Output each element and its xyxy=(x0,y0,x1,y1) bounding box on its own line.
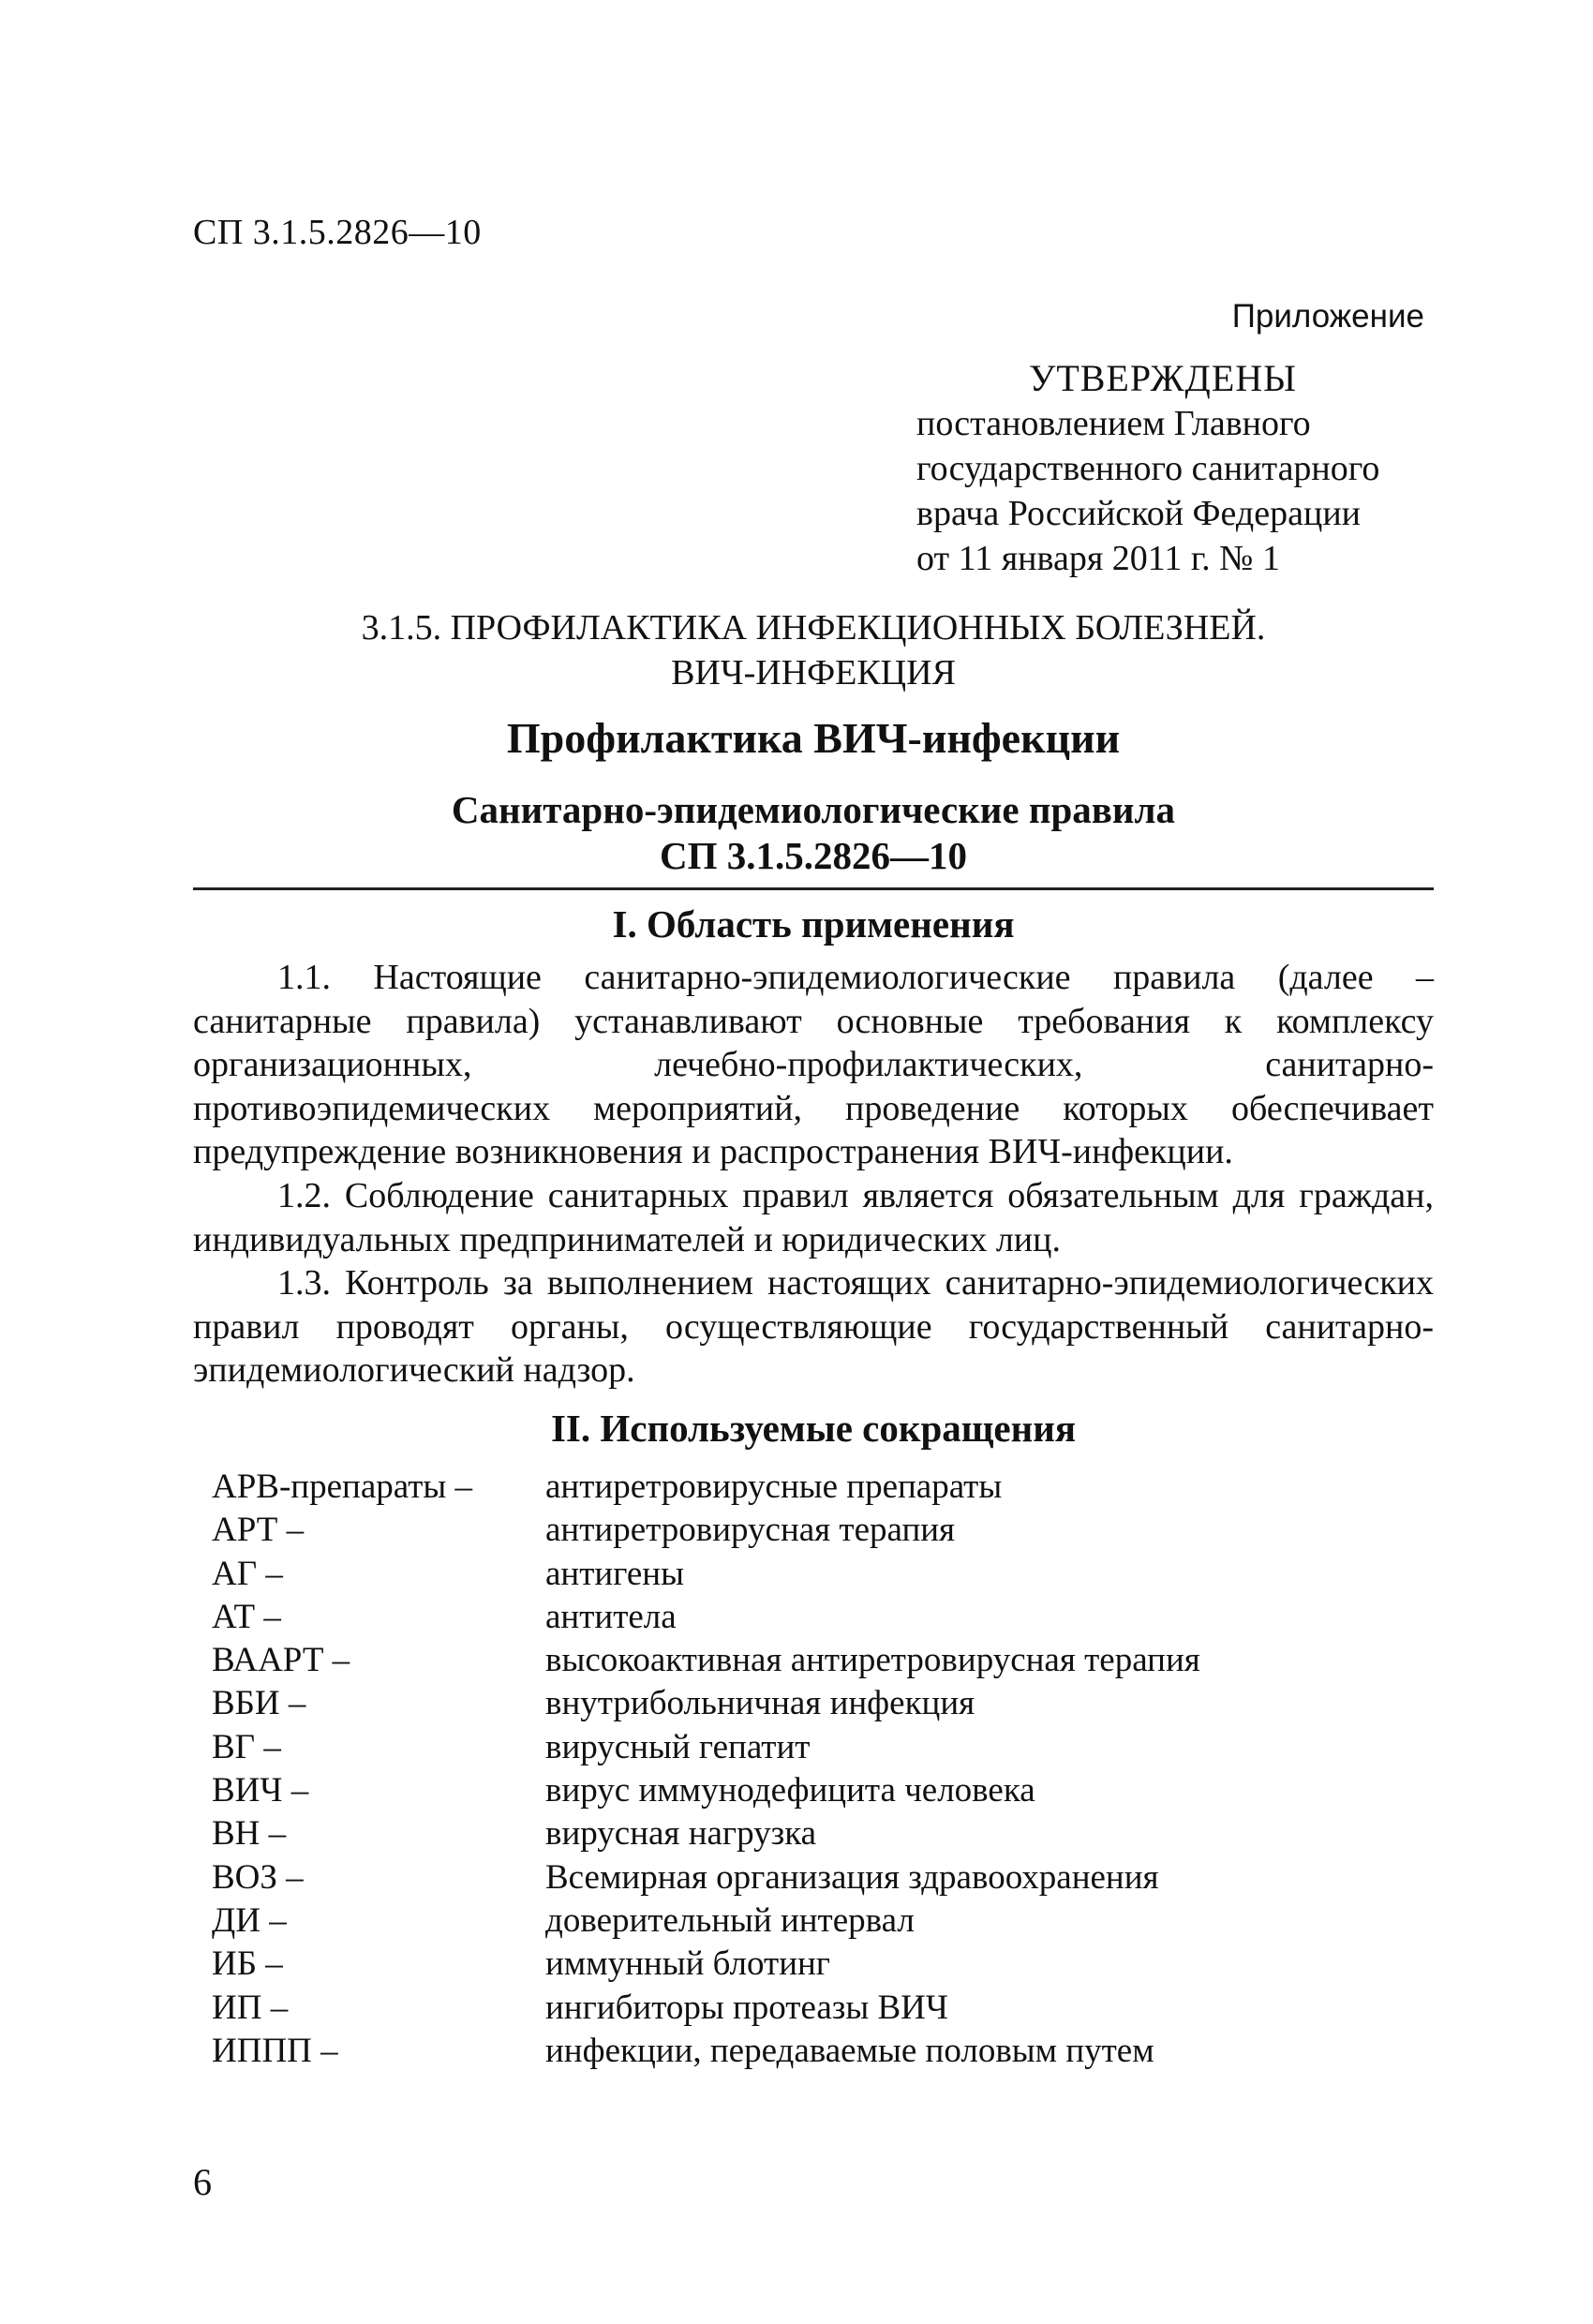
section-heading-line-1: 3.1.5. ПРОФИЛАКТИКА ИНФЕКЦИОННЫХ БОЛЕЗНЕЙ. xyxy=(361,608,1266,648)
abbreviation-term: ВБИ – xyxy=(212,1684,306,1723)
abbreviation-term: ВИЧ – xyxy=(212,1771,309,1810)
abbreviation-term: ВГ – xyxy=(212,1727,281,1766)
paragraph-1-1: 1.1. Настоящие санитарно-эпидемиологические правила (далее – санитарные правила) устанавливают основные требования к комплексу организационных, лечебно-профилактических, санитарно-противоэпидемических мероприятий, проведение которых обеспечивает предупреждение возникновения и распространения ВИЧ-инфекции. xyxy=(193,958,1434,1172)
chapter-2-heading: II. Используемые сокращения xyxy=(550,1407,1077,1450)
abbreviation-meaning: иммунный блотинг xyxy=(545,1944,830,1984)
abbreviation-meaning: вирусная нагрузка xyxy=(545,1814,817,1854)
list-item xyxy=(212,1899,1430,1943)
abbreviation-meaning: доверительный интервал xyxy=(545,1900,915,1940)
page-number: 6 xyxy=(193,2161,212,2203)
approval-line: врача Российской Федерации xyxy=(916,494,1361,533)
abbreviation-term: ДИ – xyxy=(212,1900,287,1940)
title-divider xyxy=(193,887,1434,890)
list-item xyxy=(212,1596,1430,1639)
document-code-header: СП 3.1.5.2826—10 xyxy=(193,213,482,252)
abbreviation-meaning: антитела xyxy=(545,1597,677,1636)
chapter-1-heading: I. Область применения xyxy=(612,902,1015,946)
list-item xyxy=(212,1509,1430,1552)
abbreviations-list xyxy=(212,1466,1430,2073)
list-item xyxy=(212,1466,1430,1509)
list-item xyxy=(212,1639,1430,1682)
subtitle-line-2: СП 3.1.5.2826—10 xyxy=(660,834,967,877)
list-item xyxy=(212,1987,1430,2030)
abbreviation-meaning: высокоактивная антиретровирусная терапия xyxy=(545,1641,1200,1680)
abbreviation-term: ИП – xyxy=(212,1988,289,2027)
abbreviation-meaning: ингибиторы протеазы ВИЧ xyxy=(545,1988,948,2027)
abbreviation-term: ИППП – xyxy=(212,2031,338,2070)
abbreviation-term: АГ – xyxy=(212,1554,283,1593)
abbreviation-meaning: инфекции, передаваемые половым путем xyxy=(545,2031,1154,2070)
abbreviation-term: АТ – xyxy=(212,1597,281,1636)
paragraph-1-2: 1.2. Соблюдение санитарных правил является обязательным для граждан, индивидуальных предпринимателей и юридических лиц. xyxy=(193,1176,1434,1259)
list-item xyxy=(212,1943,1430,1986)
abbreviation-term: ВОЗ – xyxy=(212,1857,304,1897)
list-item xyxy=(212,1856,1430,1899)
abbreviation-term: ВН – xyxy=(212,1814,287,1854)
abbreviation-term: ИБ – xyxy=(212,1944,283,1984)
list-item xyxy=(212,1769,1430,1812)
section-heading-line-2: ВИЧ-ИНФЕКЦИЯ xyxy=(671,653,956,693)
abbreviation-meaning: антигены xyxy=(545,1554,684,1593)
approval-block xyxy=(916,356,1441,581)
abbreviation-meaning: вирусный гепатит xyxy=(545,1727,811,1766)
list-item xyxy=(212,1726,1430,1769)
appendix-label: Приложение xyxy=(1231,298,1424,335)
abbreviation-term: ВААРТ – xyxy=(212,1641,350,1680)
paragraph-1-3: 1.3. Контроль за выполнением настоящих санитарно-эпидемиологических правил проводят органы, осуществляющие государственный санитарно-эпидемиологический надзор. xyxy=(193,1263,1434,1391)
approval-line: от 11 января 2011 г. № 1 xyxy=(916,539,1280,578)
approval-head: УТВЕРЖДЕНЫ xyxy=(1029,357,1298,399)
abbreviation-meaning: Всемирная организация здравоохранения xyxy=(545,1857,1159,1897)
approval-line: постановлением Главного xyxy=(916,404,1311,443)
approval-line: государственного санитарного xyxy=(916,449,1380,488)
abbreviation-meaning: антиретровирусные препараты xyxy=(545,1467,1003,1506)
abbreviation-term: АРВ-препараты – xyxy=(212,1467,472,1506)
subtitle-line-1: Санитарно-эпидемиологические правила xyxy=(451,788,1176,831)
list-item xyxy=(212,1682,1430,1725)
abbreviation-meaning: вирус иммунодефицита человека xyxy=(545,1771,1035,1810)
abbreviation-meaning: антиретровирусная терапия xyxy=(545,1511,956,1550)
list-item xyxy=(212,2030,1430,2073)
abbreviation-term: АРТ – xyxy=(212,1511,305,1550)
document-title: Профилактика ВИЧ-инфекции xyxy=(506,714,1121,762)
abbreviation-meaning: внутрибольничная инфекция xyxy=(545,1684,975,1723)
list-item xyxy=(212,1553,1430,1596)
list-item xyxy=(212,1812,1430,1855)
